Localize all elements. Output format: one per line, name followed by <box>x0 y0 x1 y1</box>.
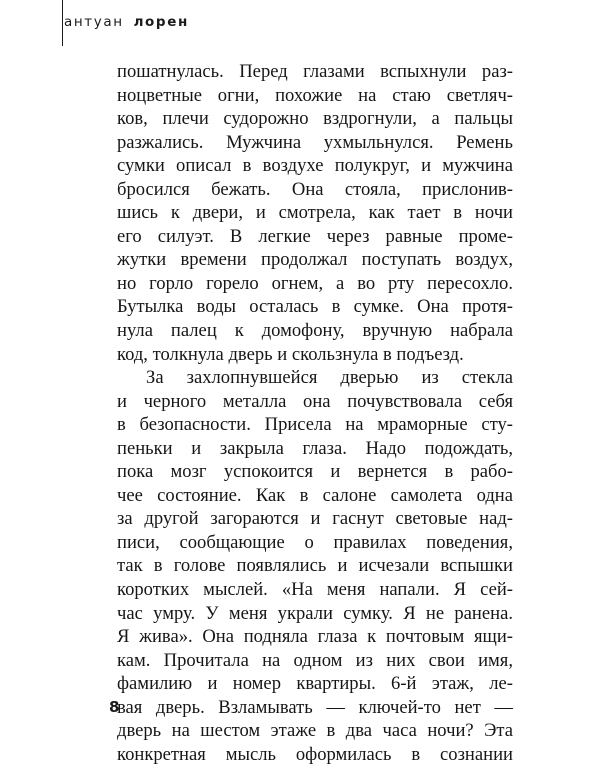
text-line: ков, плечи судорожно вздрогнули, а пальцы <box>117 108 513 130</box>
text-line: час умру. У меня украли сумку. Я не ранена. <box>117 602 513 624</box>
text-line: и черного металла она почувствовала себя <box>117 390 513 412</box>
text-line: но горло горело огнем, а во рту пересохло. <box>117 272 513 294</box>
text-line: сумки описал в воздухе полукруг, и мужчина <box>117 155 513 177</box>
text-line: разжались. Мужчина ухмыльнулся. Ремень <box>117 131 513 153</box>
text-line: бросился бежать. Она стояла, прислонив- <box>117 178 513 200</box>
body-text <box>117 60 513 766</box>
text-line: жутки времени продолжал поступать воздух, <box>117 249 513 271</box>
text-line: шись к двери, и смотрела, как тает в ночи <box>117 202 513 224</box>
text-line: чее состояние. Как в салоне самолета одна <box>117 484 513 506</box>
text-line: в безопасности. Присела на мраморные сту- <box>117 414 513 436</box>
text-line: коротких мыслей. «На меня напали. Я сей- <box>117 579 513 601</box>
author-first-name: антуан <box>64 14 124 30</box>
text-line: Бутылка воды осталась в сумке. Она протя- <box>117 296 513 318</box>
header-rule <box>62 0 63 46</box>
paragraph-1 <box>117 60 513 366</box>
text-line: кам. Прочитала на одном из них свои имя, <box>117 649 513 671</box>
text-line: писи, сообщающие о правилах поведения, <box>117 531 513 553</box>
text-line: пошатнулась. Перед глазами вспыхнули раз- <box>117 61 513 82</box>
text-line: пока мозг успокоится и вернется в рабо- <box>117 461 513 483</box>
text-line: нула палец к домофону, вручную набрала <box>117 320 513 342</box>
paragraph-2 <box>117 366 513 766</box>
text-line: дверь на шестом этаже в два часа ночи? Эта <box>117 720 513 742</box>
text-line: За захлопнувшейся дверью из стекла <box>146 367 513 389</box>
text-line: фамилию и номер квартиры. 6-й этаж, ле- <box>117 673 513 695</box>
text-line: конкретная мысль оформилась в сознании <box>117 743 513 765</box>
text-line: его силуэт. В легкие через равные проме- <box>117 225 513 247</box>
text-line: ноцветные огни, похожие на стаю светляч- <box>117 84 513 106</box>
page-number: 8 <box>109 698 120 716</box>
text-line: пеньки и закрыла глаза. Надо подождать, <box>117 437 513 459</box>
text-line: так в голове появлялись и исчезали вспышки <box>117 555 513 577</box>
text-line: за другой загораются и гаснут световые над- <box>117 508 513 530</box>
running-head <box>64 14 189 30</box>
text-line: Я жива». Она подняла глаза к почтовым ящи- <box>117 626 513 648</box>
text-line: вая дверь. Взламывать — ключей-то нет — <box>117 696 513 718</box>
text-line: код, толкнула дверь и скользнула в подъезд. <box>117 343 464 365</box>
author-last-name: лорен <box>133 14 189 30</box>
